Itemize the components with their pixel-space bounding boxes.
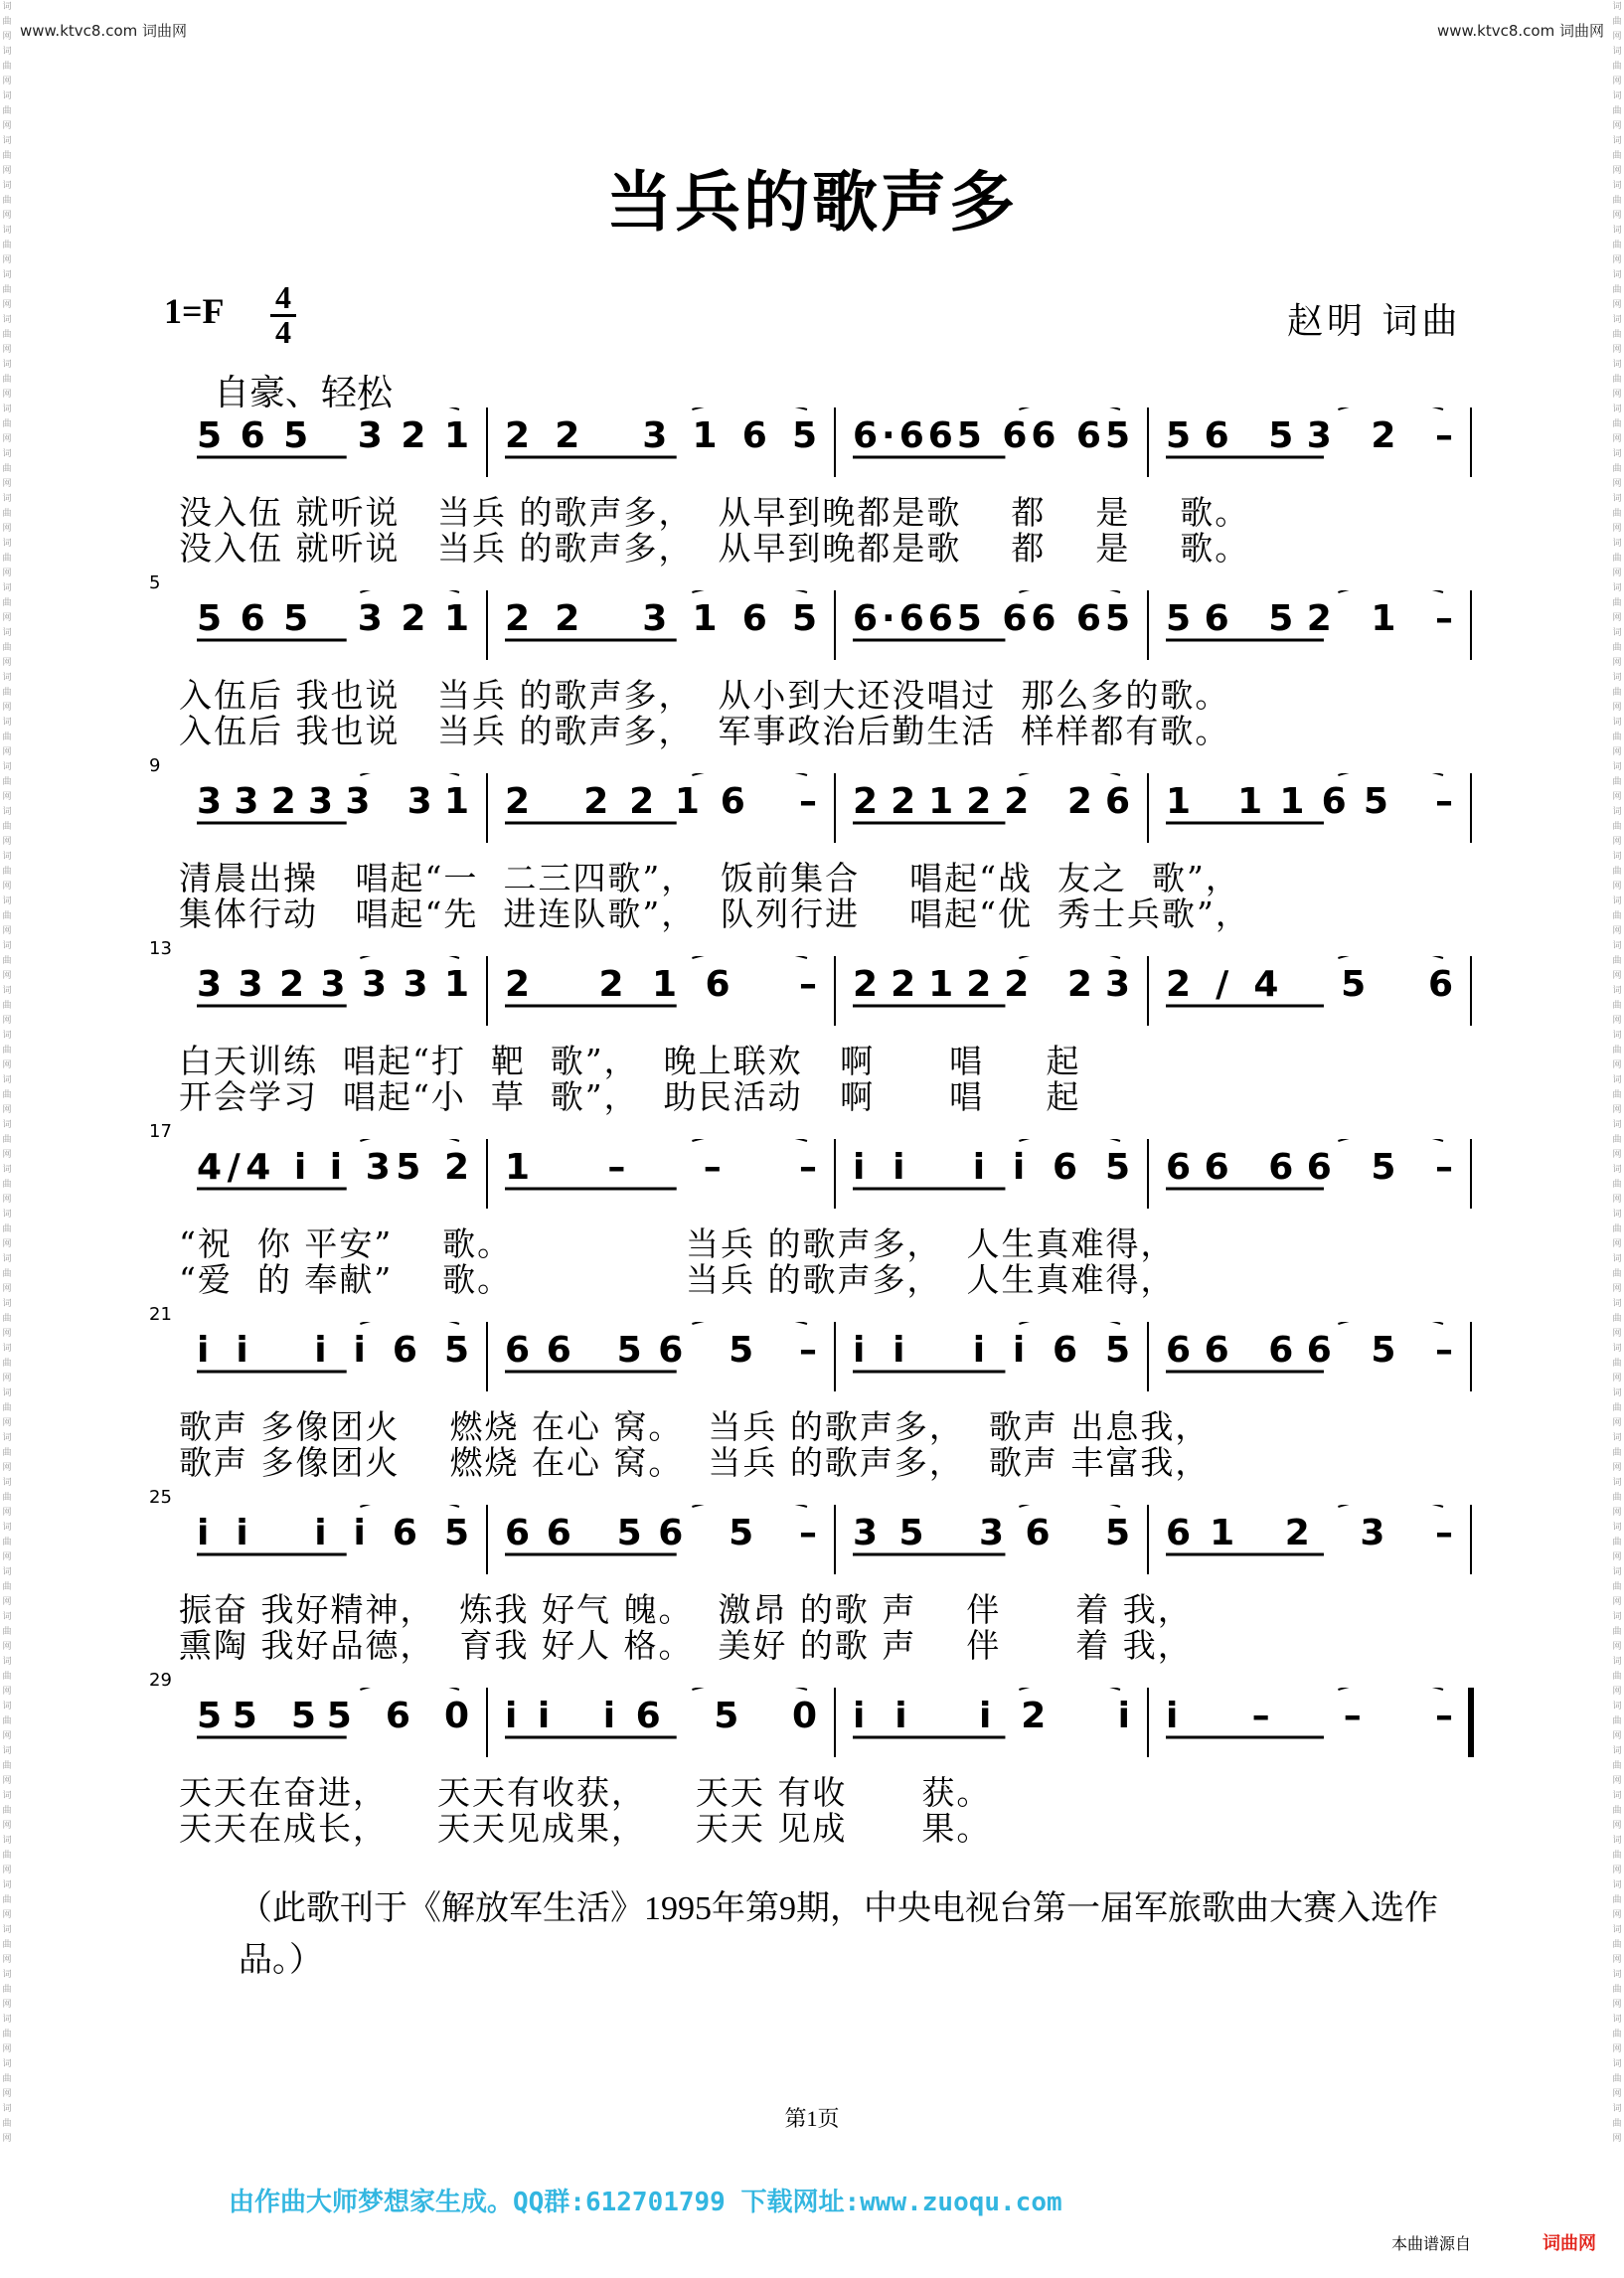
measure-number: 21 xyxy=(149,1304,172,1325)
publication-note: （此歌刊于《解放军生活》1995年第9期，中央电视台第一届军旅歌曲大赛入选作品。） xyxy=(239,1890,1438,1979)
slur-arc xyxy=(1338,407,1443,409)
lyric-line: 天天在成长， 天天见成果， 天天 见成 果。 xyxy=(179,1809,992,1848)
measure-notes: 33233 31 xyxy=(197,781,469,822)
slur-arc xyxy=(1019,956,1120,958)
measure-notes: ii ii65 xyxy=(197,1513,469,1553)
slur-arc xyxy=(1019,773,1120,775)
slur-arc xyxy=(692,773,807,775)
measure-notes: 1 – – – xyxy=(505,1147,817,1188)
time-signature-top: 4 xyxy=(275,279,291,315)
slur-arc xyxy=(692,590,807,592)
measure-number: 29 xyxy=(149,1670,172,1691)
measure-notes: ii i6 5 0 xyxy=(505,1696,817,1736)
slur-arc xyxy=(692,1688,807,1690)
measure-number: 5 xyxy=(149,572,161,593)
measure-notes: 22 3165 xyxy=(505,598,817,639)
slur-arc xyxy=(1338,590,1443,592)
lyric-line: 清晨出操 唱起“一 二三四歌”， 饭前集合 唱起“战 友之 歌”， xyxy=(179,859,1240,897)
measure-notes: ii iі65 xyxy=(853,1147,1130,1188)
measure-notes: 35 36 5 xyxy=(853,1513,1130,1553)
measure-notes: ii i2 i xyxy=(853,1696,1130,1736)
lyric-line: 熏陶 我好品德， 育我 好人 格。 美好 的歌 声 伴 着 我， xyxy=(179,1626,1193,1665)
page-number: 第1页 xyxy=(784,2106,840,2131)
measure-number: 17 xyxy=(149,1121,172,1142)
slur-arc xyxy=(692,1139,807,1141)
measure-notes: 56 52 1 – xyxy=(1166,598,1453,639)
slur-arc xyxy=(692,1505,807,1507)
slur-arc xyxy=(360,407,459,409)
measure-notes: 1 1165 – xyxy=(1166,781,1453,822)
measure-notes: i – – – xyxy=(1166,1696,1453,1736)
measure-notes: 2 216 – xyxy=(505,964,817,1005)
slur-arc xyxy=(1338,1505,1443,1507)
measure-number: 25 xyxy=(149,1487,172,1508)
song-title: 当兵的歌声多 xyxy=(606,163,1018,241)
lyric-line: 没入伍 就听说 当兵 的歌声多， 从早到晚都是歌 都 是 歌。 xyxy=(179,529,1250,568)
slur-arc xyxy=(692,1322,807,1324)
brand-logo-text: 词曲网 xyxy=(1543,2233,1596,2254)
slur-arc xyxy=(1019,1139,1120,1141)
header-right-url: www.ktvc8.com 词曲网 xyxy=(1436,22,1604,40)
lyric-line: “爱 的 奉献” 歌。 当兵 的歌声多， 人生真难得， xyxy=(179,1260,1176,1299)
measure-notes: 565 321 xyxy=(197,598,469,639)
generator-promo: 由作曲大师梦想家生成。QQ群:612701799 下载网址:www.zuoqu.com xyxy=(229,2188,1062,2217)
tempo-marking: 自豪、轻松 xyxy=(214,373,394,413)
measure-notes: 4/4 i i 35 2 xyxy=(197,1147,469,1188)
slur-arc xyxy=(1338,956,1443,958)
slur-arc xyxy=(1338,1688,1443,1690)
lyric-line: 没入伍 就听说 当兵 的歌声多， 从早到晚都是歌 都 是 歌。 xyxy=(179,493,1250,532)
slur-arc xyxy=(360,1688,459,1690)
measure-notes: 66 56 5 – xyxy=(505,1330,817,1371)
lyric-line: “祝 你 平安” 歌。 当兵 的歌声多， 人生真难得， xyxy=(179,1224,1176,1263)
slur-arc xyxy=(360,773,459,775)
measure-notes: 3323331 xyxy=(197,964,469,1005)
lyric-line: 入伍后 我也说 当兵 的歌声多， 从小到大还没唱过 那么多的歌。 xyxy=(179,676,1230,715)
slur-arc xyxy=(692,956,807,958)
slur-arc xyxy=(1019,590,1120,592)
slur-arc xyxy=(360,1139,459,1141)
measure-notes: 22 3165 xyxy=(505,415,817,456)
slur-arc xyxy=(1338,1322,1443,1324)
lyric-line: 白天训练 唱起“打 靶 歌”， 晚上联欢 啊 唱 起 xyxy=(179,1042,1081,1080)
slur-arc xyxy=(1338,1139,1443,1141)
measure-notes: 6·665 66 65 xyxy=(853,415,1130,456)
measure-notes: 66 56 5 – xyxy=(505,1513,817,1553)
measure-number: 13 xyxy=(149,938,172,959)
header-left-url: www.ktvc8.com 词曲网 xyxy=(20,22,188,40)
lyric-line: 天天在奋进， 天天有收获， 天天 有收 获。 xyxy=(179,1773,992,1812)
side-watermark-right: 词曲网词曲网词曲网词曲网词曲网词曲网词曲网词曲网词曲网词曲网词曲网词曲网词曲网词曲网词曲网词曲网词曲网词曲网词曲网词曲网词曲网词曲网词曲网词曲网词曲网词曲网词曲网词曲网词曲网词曲网词曲网词曲网词曲网词曲网词曲网词曲网词曲网词曲网词曲网词曲网词曲网词曲网词曲网词曲网词曲网词曲网词曲网词曲网 xyxy=(1612,2,1622,2144)
measure-notes: 61 2 3 – xyxy=(1166,1513,1453,1553)
lyric-line: 振奋 我好精神， 炼我 好气 魄。 激昂 的歌 声 伴 着 我， xyxy=(179,1590,1193,1629)
measure-notes: 66 66 5 – xyxy=(1166,1147,1453,1188)
measure-notes: 6·665 66 65 xyxy=(853,598,1130,639)
slur-arc xyxy=(1019,1688,1120,1690)
lyric-line: 入伍后 我也说 当兵 的歌声多， 军事政治后勤生活 样样都有歌。 xyxy=(179,712,1230,750)
measure-notes: 22122 26 xyxy=(853,781,1130,822)
lyric-line: 开会学习 唱起“小 草 歌”， 助民活动 啊 唱 起 xyxy=(179,1077,1081,1116)
measure-notes: 55 55 6 0 xyxy=(197,1696,469,1736)
key-signature: 1=F xyxy=(164,291,225,331)
measure-number: 9 xyxy=(149,755,161,776)
slur-arc xyxy=(692,407,807,409)
measure-notes: 66 66 5 – xyxy=(1166,1330,1453,1371)
measure-notes: 2 2216 – xyxy=(505,781,817,822)
slur-arc xyxy=(360,1322,459,1324)
time-signature-bottom: 4 xyxy=(275,314,291,350)
slur-arc xyxy=(360,590,459,592)
measure-notes: 565 321 xyxy=(197,415,469,456)
slur-arc xyxy=(1338,773,1443,775)
measure-notes: ii ii65 xyxy=(197,1330,469,1371)
measure-notes: 56 53 2 – xyxy=(1166,415,1453,456)
source-label: 本曲谱源自 xyxy=(1391,2234,1472,2253)
lyric-line: 歌声 多像团火 燃烧 在心 窝。 当兵 的歌声多， 歌声 丰富我， xyxy=(179,1443,1211,1482)
time-signature xyxy=(270,279,296,350)
slur-arc xyxy=(1019,1322,1120,1324)
slur-arc xyxy=(1019,1505,1120,1507)
lyric-line: 歌声 多像团火 燃烧 在心 窝。 当兵 的歌声多， 歌声 出息我， xyxy=(179,1407,1211,1446)
measure-notes: 22122 23 xyxy=(853,964,1130,1005)
slur-arc xyxy=(1019,407,1120,409)
composer-credit: 赵明 词曲 xyxy=(1287,301,1462,342)
measure-notes: 2/4 5 6 xyxy=(1166,964,1453,1005)
measure-notes: ii ii65 xyxy=(853,1330,1130,1371)
lyric-line: 集体行动 唱起“先 进连队歌”， 队列行进 唱起“优 秀士兵歌”， xyxy=(179,895,1250,933)
side-watermark-left: 词曲网词曲网词曲网词曲网词曲网词曲网词曲网词曲网词曲网词曲网词曲网词曲网词曲网词曲网词曲网词曲网词曲网词曲网词曲网词曲网词曲网词曲网词曲网词曲网词曲网词曲网词曲网词曲网词曲网词曲网词曲网词曲网词曲网词曲网词曲网词曲网词曲网词曲网词曲网词曲网词曲网词曲网词曲网词曲网词曲网词曲网词曲网词曲网 xyxy=(2,2,12,2144)
slur-arc xyxy=(360,956,459,958)
slur-arc xyxy=(360,1505,459,1507)
